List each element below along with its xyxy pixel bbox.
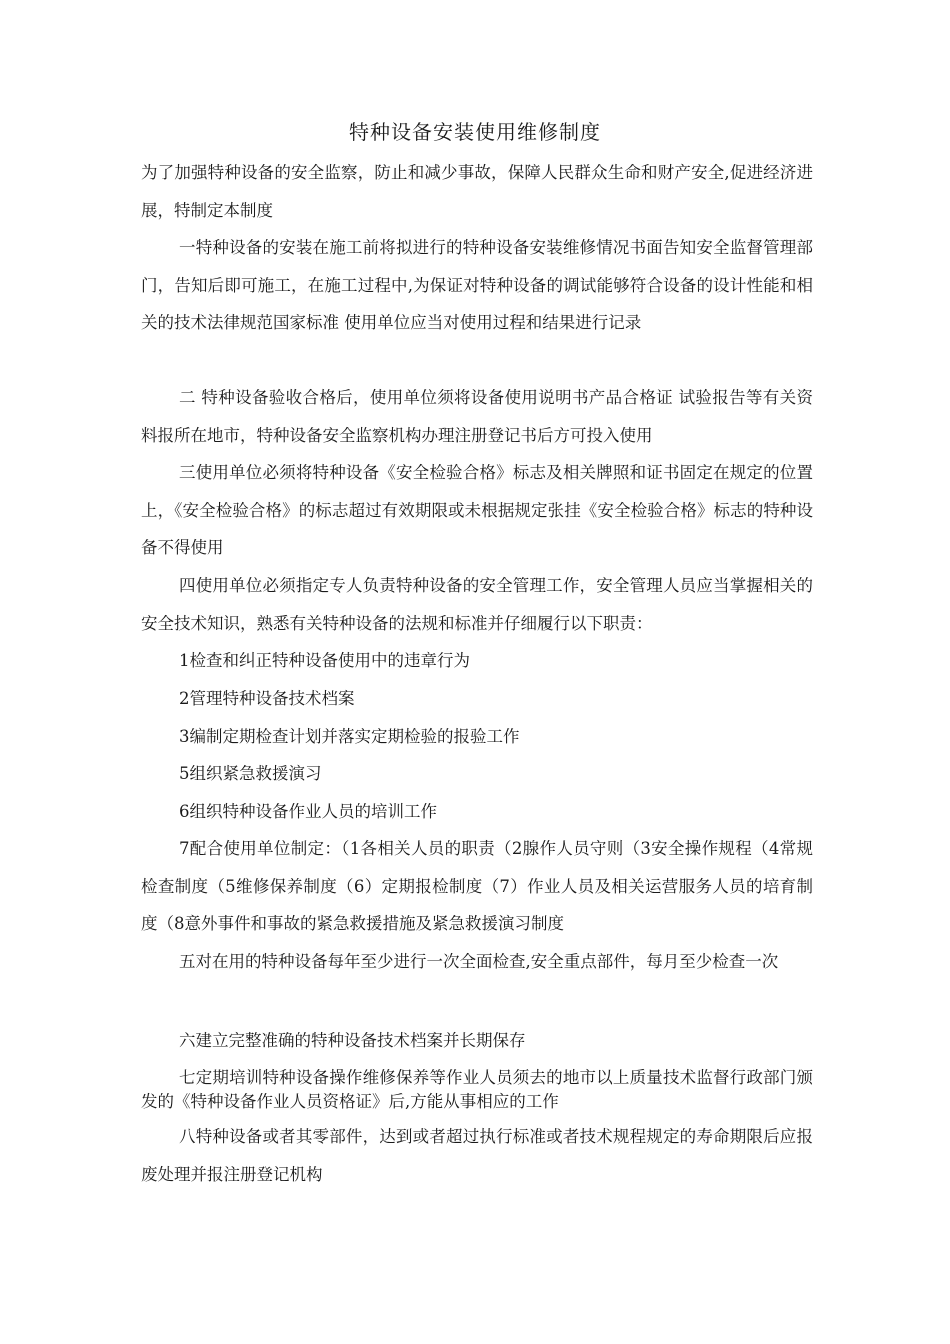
document-title: 特种设备安装使用维修制度 xyxy=(349,120,601,144)
duty-item-2: 2管理特种设备技术档案 xyxy=(179,689,355,708)
duty-item-3: 3编制定期检查计划并落实定期检验的报验工作 xyxy=(179,727,520,746)
duty-item-7: 7配合使用单位制定：（1各相关人员的职责（2腺作人员守则（3安全操作规程（4常规检查制度（5维修保养制度（6）定期报检制度（7）作业人员及相关运营服务人员的培育制度（8意外事件和事故的紧急救援措施及紧急救援演习制度 xyxy=(141,839,813,933)
clause-3-paragraph: 三使用单位必须将特种设备《安全检验合格》标志及相关牌照和证书固定在规定的位置上，《安全检验合格》的标志超过有效期限或未根据规定张挂《安全检验合格》标志的特种设备不得使用 xyxy=(141,463,813,557)
clause-4-paragraph: 四使用单位必须指定专人负责特种设备的安全管理工作，安全管理人员应当掌握相关的安全技术知识，熟悉有关特种设备的法规和标准并仔细履行以下职责： xyxy=(141,576,813,633)
clause-2-paragraph: 二 特种设备验收合格后，使用单位须将设备使用说明书产品合格证 试验报告等有关资料报所在地市，特种设备安全监察机构办理注册登记书后方可投入使用 xyxy=(141,388,813,445)
duty-item-6: 6组织特种设备作业人员的培训工作 xyxy=(179,802,437,821)
clause-1-paragraph: 一特种设备的安装在施工前将拟进行的特种设备安装维修情况书面告知安全监督管理部门，告知后即可施工，在施工过程中,为保证对特种设备的调试能够符合设备的设计性能和相关的技术法律规范国家标准 使用单位应当对使用过程和结果进行记录 xyxy=(141,238,813,332)
clause-5-paragraph: 五对在用的特种设备每年至少进行一次全面检查,安全重点部件，每月至少检查一次 xyxy=(179,952,779,971)
clause-8-paragraph: 八特种设备或者其零部件，达到或者超过执行标准或者技术规程规定的寿命期限后应报废处理并报注册登记机构 xyxy=(141,1127,813,1184)
duty-item-1: 1检查和纠正特种设备使用中的违章行为 xyxy=(179,651,470,670)
duty-item-5: 5组织紧急救援演习 xyxy=(179,764,322,783)
intro-paragraph: 为了加强特种设备的安全监察，防止和减少事故，保障人民群众生命和财产安全,促进经济进展，特制定本制度 xyxy=(141,163,813,220)
clause-7-paragraph: 七定期培训特种设备操作维修保养等作业人员须去的地市以上质量技术监督行政部门颁发的《特种设备作业人员资格证》后,方能从事相应的工作 xyxy=(141,1068,813,1111)
clause-6-paragraph: 六建立完整准确的特种设备技术档案并长期保存 xyxy=(179,1031,526,1050)
